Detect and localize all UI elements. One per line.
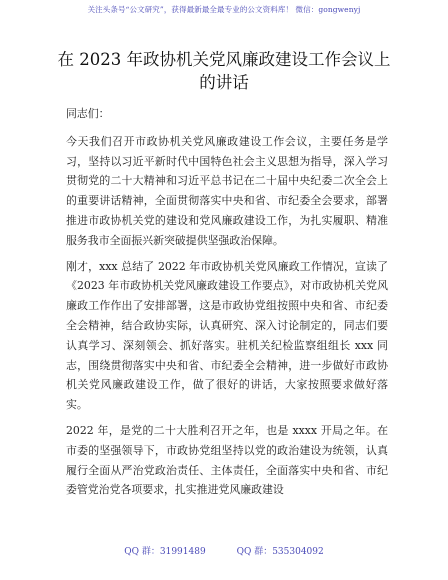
qq-group-1: QQ 群：31991489 [124, 547, 206, 557]
document-body [66, 104, 388, 506]
paragraph-1: 今天我们召开市政协机关党风廉政建设工作会议，主要任务是学习，坚持以习近平新时代中国特色社会主义思想为指导，深入学习贯彻党的二十大精神和习近平总书记在二十届中央纪委二次全会上的重要讲话精神，全面贯彻落实中央和省、市纪委全会要求，部署推进市政协机关党的建设和党风廉政建设工作，为扎实履职、精准服务我市全面振兴新突破提供坚强政治保障。 [66, 134, 388, 247]
document-title: 在 2023 年政协机关党风廉政建设工作会议上的讲话 [57, 50, 391, 92]
promo-banner: 关注头条号“公文研究”，获得最新最全最专业的公文资料库！ 微信：gongwenyj [87, 5, 361, 14]
paragraph-3: 2022 年，是党的二十大胜利召开之年，也是 xxxx 开局之年。在市委的坚强领导下，市政协党组坚持以党的政治建设为统领，认真履行全面从严治党政治责任、主体责任，全面落实中央和省、市纪委管党治党各项要求，扎实推进党风廉政建设 [66, 423, 388, 497]
qq-group-2: QQ 群：535304092 [236, 547, 324, 557]
footer-contacts [0, 544, 448, 557]
salutation: 同志们： [66, 107, 110, 120]
paragraph-2: 刚才，xxx 总结了 2022 年市政协机关党风廉政工作情况，宣读了《2023 年市政协机关党风廉政建设工作要点》，对市政协机关党风廉政工作作出了安排部署，这是市政协党组按照中央和省、市纪委全会精神，结合政协实际，认真研究、深入讨论制定的，同志们要认真学习、深刻领会、抓好落实。驻机关纪检监察组组长 xxx 同志，围绕贯彻落实中央和省、市纪委全会精神，进一步做好市政协机关党风廉政建设工作，做了很好的讲话，大家按照要求做好落实。 [66, 259, 388, 412]
